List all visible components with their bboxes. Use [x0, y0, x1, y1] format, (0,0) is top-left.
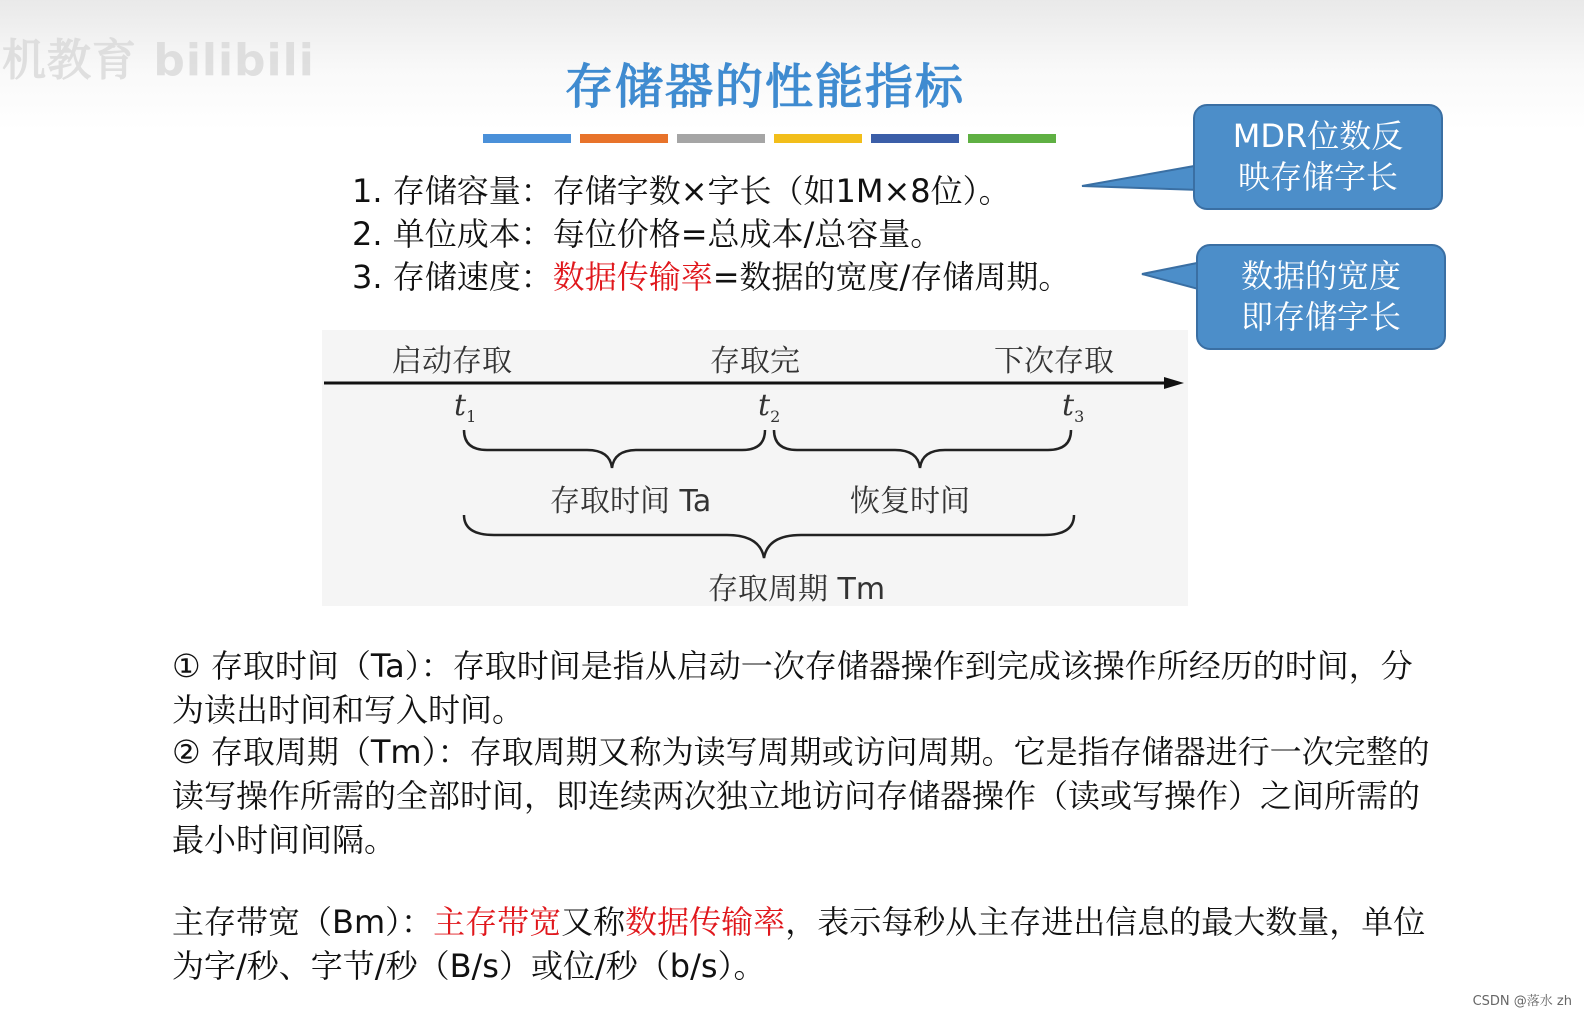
callout-mdr-line1: MDR位数反: [1232, 117, 1404, 155]
label-recovery-time: 恢复时间: [850, 484, 970, 519]
csdn-watermark: CSDN @落水 zh: [1472, 994, 1572, 1009]
label-start-access: 启动存取: [392, 344, 512, 379]
callout-mdr: [1193, 104, 1443, 210]
t3-label: [1062, 388, 1084, 426]
definition-access-cycle: ② 存取周期（Tm）：存取周期又称为读写周期或访问周期。它是指存储器进行一次完整的读写操作所需的全部时间，即连续两次独立地访问存储器操作（读或写操作）之间所需的最小时间间隔。: [172, 733, 1430, 859]
point-cost: 2. 单位成本：每位价格=总成本/总容量。: [352, 215, 943, 253]
axis-arrowhead: [1164, 377, 1184, 389]
point-speed-prefix: 3. 存储速度：: [352, 258, 553, 296]
definition-access-time: ① 存取时间（Ta）：存取时间是指从启动一次存储器操作到完成该操作所经历的时间，分为读出时间和写入时间。: [172, 647, 1413, 729]
label-next-access: 下次存取: [994, 344, 1114, 379]
slide-title: 存储器的性能指标: [564, 59, 965, 115]
bandwidth-red-term: 主存带宽: [433, 903, 562, 941]
t2-letter: t: [758, 388, 771, 423]
bandwidth-suffix: ，表示每秒从主存进出信息的最大数量，单位为字/秒、字节/秒（B/s）或位/秒（b/s）。: [172, 903, 1426, 985]
t3-letter: t: [1062, 388, 1075, 423]
bandwidth-prefix: 主存带宽（Bm）：: [172, 903, 434, 941]
point-speed-highlight: 数据传输率: [552, 258, 713, 296]
point-capacity: 1. 存储容量：存储字数×字长（如1M×8位）。: [352, 172, 1011, 210]
label-access-done: 存取完: [710, 344, 800, 379]
bandwidth-middle: 又称: [561, 903, 626, 941]
t2-subscript: 2: [770, 407, 781, 426]
t3-subscript: 3: [1074, 407, 1085, 426]
bandwidth-definition: [172, 900, 1432, 988]
timing-diagram: [322, 330, 1188, 606]
callout-data-width: [1196, 244, 1446, 350]
label-access-cycle: 存取周期 Tm: [708, 572, 886, 607]
label-access-time: 存取时间 Ta: [550, 484, 712, 519]
callout-mdr-line2: 映存储字长: [1237, 158, 1398, 196]
bandwidth-red-rate: 数据传输率: [625, 903, 786, 941]
callout-width-line2: 即存储字长: [1240, 298, 1401, 336]
brace-access-time: [464, 430, 765, 468]
brace-cycle: [464, 515, 1074, 558]
brace-recovery-time: [774, 430, 1071, 468]
callout-width-line1: 数据的宽度: [1240, 257, 1401, 295]
t2-label: [758, 388, 780, 426]
point-speed-suffix: =数据的宽度/存储周期。: [712, 258, 1071, 296]
t1-subscript: 1: [466, 407, 477, 426]
t1-label: [454, 388, 476, 426]
watermark: 机教育 bilibili: [2, 35, 315, 86]
t1-letter: t: [454, 388, 467, 423]
